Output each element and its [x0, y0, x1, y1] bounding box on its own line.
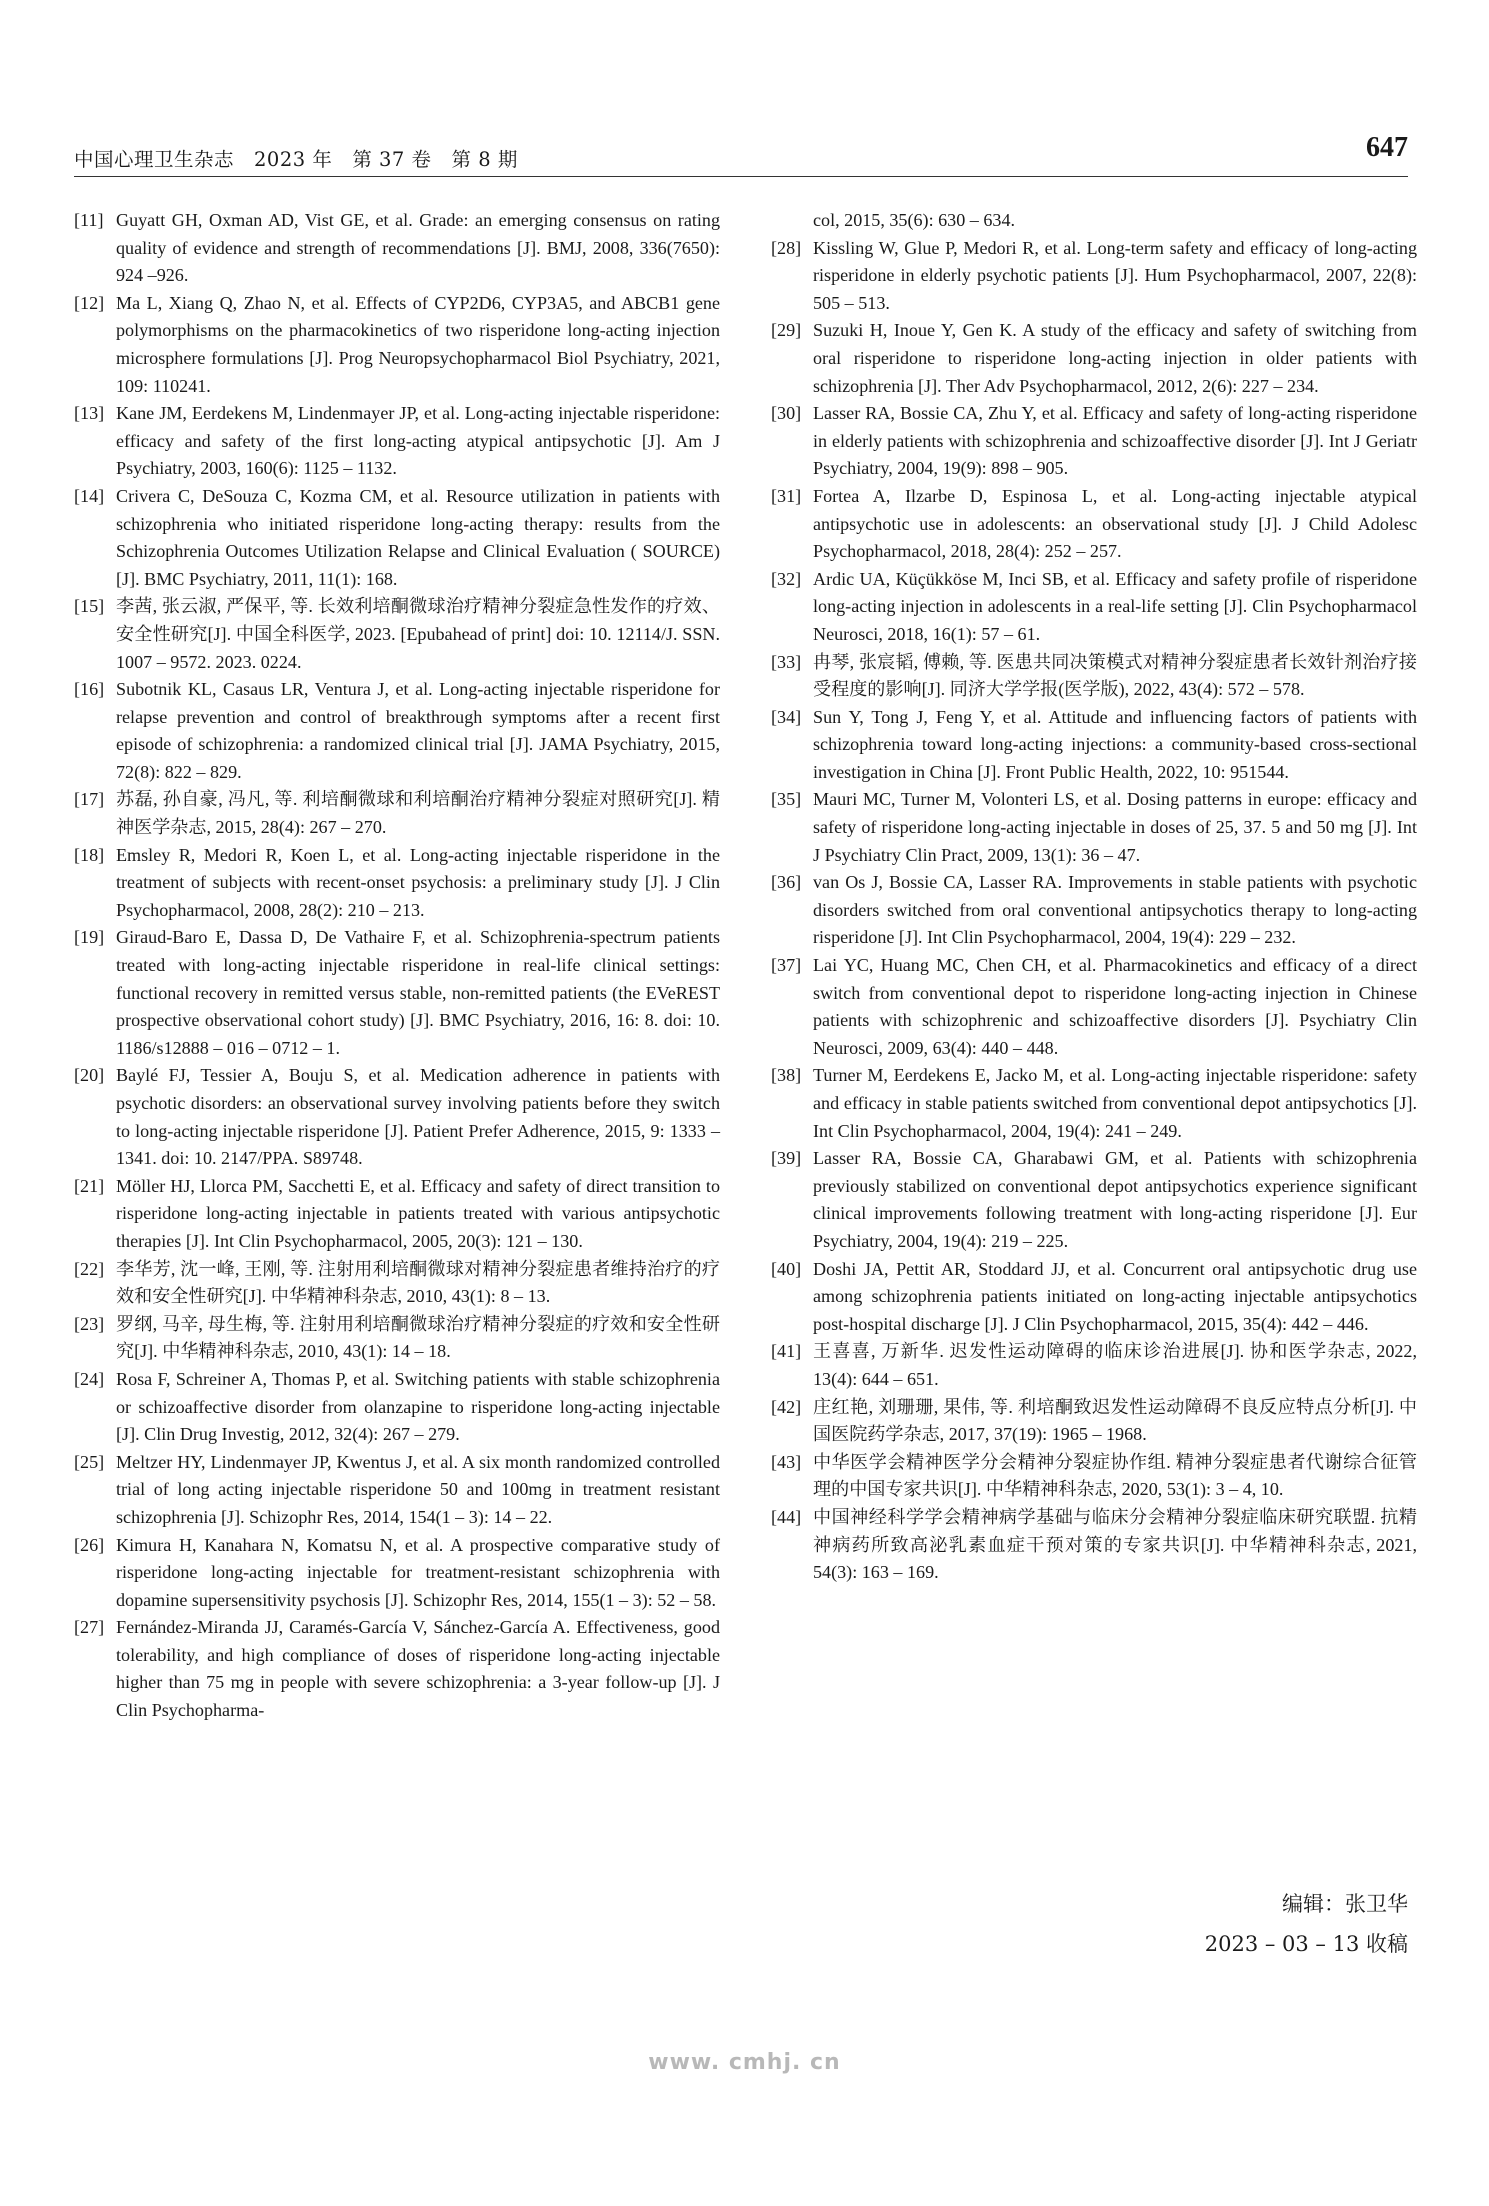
reference-number: [32] [771, 568, 802, 589]
reference-number: [33] [771, 651, 802, 672]
reference-number: [34] [771, 706, 802, 727]
website-watermark: www. cmhj. cn [648, 2050, 841, 2075]
reference-number: [13] [74, 403, 105, 424]
reference-entry [74, 400, 720, 483]
reference-entry [74, 1449, 720, 1532]
reference-number: [26] [74, 1534, 105, 1555]
reference-entry [74, 924, 720, 1062]
reference-number: [28] [771, 237, 802, 258]
reference-number: [42] [771, 1396, 802, 1417]
right-reference-column [771, 207, 1417, 1587]
reference-entry [771, 1449, 1417, 1504]
reference-entry [771, 400, 1417, 483]
journal-title: 中国心理卫生杂志 2023 年 第 37 卷 第 8 期 [74, 148, 518, 171]
reference-entry [74, 207, 720, 290]
reference-text: Giraud-Baro E, Dassa D, De Vathaire F, et al. Schizophrenia-spectrum patients treated with long-acting injectable risperidone in real-life clinical settings: functional recovery in remitted versus stable, non-remitted patients (the EVeREST prospective observational cohort study) [J]. BMC Psychiatry, 2016, 16: 8. doi: 10. 1186/s12888 – 016 – 0712 – 1. [116, 927, 720, 1058]
reference-text: 庄红艳, 刘珊珊, 果伟, 等. 利培酮致迟发性运动障碍不良反应特点分析[J]. 中国医院药学杂志, 2017, 37(19): 1965 – 1968. [813, 1396, 1417, 1445]
reference-text: 冉琴, 张宸韬, 傅赖, 等. 医患共同决策模式对精神分裂症患者长效针剂治疗接受程度的影响[J]. 同济大学学报(医学版), 2022, 43(4): 572 – 578. [813, 651, 1417, 700]
page-number: 647 [1366, 132, 1408, 163]
reference-number: [38] [771, 1065, 802, 1086]
reference-number: [22] [74, 1258, 105, 1279]
reference-entry [771, 1145, 1417, 1255]
reference-entry [74, 1173, 720, 1256]
reference-number: [44] [771, 1506, 802, 1527]
reference-entry [771, 1062, 1417, 1145]
reference-entry [74, 290, 720, 400]
reference-number: [21] [74, 1175, 105, 1196]
reference-entry [74, 786, 720, 841]
reference-number: [14] [74, 485, 105, 506]
reference-entry [771, 1504, 1417, 1587]
reference-text: Fernández-Miranda JJ, Caramés-García V, Sánchez-García A. Effectiveness, good tolerability, and high compliance of doses of risperidone long-acting injectable higher than 75 mg in people with severe schizophrenia: a 3-year follow-up [J]. J Clin Psychopharma- [116, 1617, 720, 1721]
reference-entry [771, 317, 1417, 400]
reference-text: Crivera C, DeSouza C, Kozma CM, et al. Resource utilization in patients with schizophrenia who initiated risperidone long-acting therapy: results from the Schizophrenia Outcomes Utilization Relapse and Clinical Evaluation ( SOURCE) [J]. BMC Psychiatry, 2011, 11(1): 168. [116, 485, 720, 589]
reference-entry [74, 1062, 720, 1172]
reference-number: [16] [74, 679, 105, 700]
reference-text: Doshi JA, Pettit AR, Stoddard JJ, et al. Concurrent oral antipsychotic drug use among schizophrenia patients initiated on long-acting injectable antipsychotics post-hospital discharge [J]. J Clin Psychopharmacol, 2015, 35(4): 442 – 446. [813, 1258, 1417, 1334]
reference-text: Rosa F, Schreiner A, Thomas P, et al. Switching patients with stable schizophrenia or schizoaffective disorder from olanzapine to risperidone long-acting injectable [J]. Clin Drug Investig, 2012, 32(4): 267 – 279. [116, 1368, 720, 1445]
reference-text: Baylé FJ, Tessier A, Bouju S, et al. Medication adherence in patients with psychotic disorders: an observational survey involving patients before they switch to long-acting injectable risperidone [J]. Patient Prefer Adherence, 2015, 9: 1333 – 1341. doi: 10. 2147/PPA. S89748. [116, 1065, 720, 1169]
reference-number: [35] [771, 789, 802, 810]
reference-text: Fortea A, Ilzarbe D, Espinosa L, et al. Long-acting injectable atypical antipsychotic use in adolescents: an observational study [J]. J Child Adolesc Psychopharmacol, 2018, 28(4): 252 – 257. [813, 485, 1417, 562]
reference-number: [17] [74, 789, 105, 810]
reference-number: [41] [771, 1341, 802, 1362]
reference-number: [27] [74, 1617, 105, 1638]
reference-number: [29] [771, 320, 802, 341]
reference-text: 李茜, 张云淑, 严保平, 等. 长效利培酮微球治疗精神分裂症急性发作的疗效、安全性研究[J]. 中国全科医学, 2023. [Epubahead of print] doi: 10. 12114/J. SSN. 1007 – 9572. 2023. 0224. [116, 596, 720, 672]
received-date: 2023 – 03 – 13 收稿 [1204, 1932, 1408, 1956]
reference-text: Ma L, Xiang Q, Zhao N, et al. Effects of CYP2D6, CYP3A5, and ABCB1 gene polymorphisms on the pharmacokinetics of two risperidone long-acting injection microsphere formulations [J]. Prog Neuropsychopharmacol Biol Psychiatry, 2021, 109: 110241. [116, 292, 720, 396]
reference-text: Lasser RA, Bossie CA, Zhu Y, et al. Efficacy and safety of long-acting risperidone in elderly patients with schizophrenia and schizoaffective disorder [J]. Int J Geriatr Psychiatry, 2004, 19(9): 898 – 905. [813, 403, 1417, 479]
reference-entry [771, 869, 1417, 952]
reference-text: Lasser RA, Bossie CA, Gharabawi GM, et al. Patients with schizophrenia previously stabilized on conventional depot antipsychotics experience significant clinical improvements following treatment with long-acting risperidone [J]. Eur Psychiatry, 2004, 19(4): 219 – 225. [813, 1148, 1417, 1251]
reference-text: Ardic UA, Küçükköse M, Inci SB, et al. Efficacy and safety profile of risperidone long-acting injection in adolescents in a real-life setting [J]. Clin Psychopharmacol Neurosci, 2018, 16(1): 57 – 61. [813, 568, 1417, 644]
reference-number: [18] [74, 844, 105, 865]
reference-text: Lai YC, Huang MC, Chen CH, et al. Pharmacokinetics and efficacy of a direct switch from conventional depot to risperidone long-acting injection in Chinese patients with schizophrenic and schizoaffective disorders [J]. Psychiatry Clin Neurosci, 2009, 63(4): 440 – 448. [813, 955, 1417, 1058]
reference-text: 王喜喜, 万新华. 迟发性运动障碍的临床诊治进展[J]. 协和医学杂志, 2022, 13(4): 644 – 651. [813, 1341, 1417, 1389]
reference-entry [771, 235, 1417, 318]
reference-entry [74, 1614, 720, 1724]
reference-entry [74, 1311, 720, 1366]
reference-text: Meltzer HY, Lindenmayer JP, Kwentus J, et al. A six month randomized controlled trial of long acting injectable risperidone 50 and 100mg in treatment resistant schizophrenia [J]. Schizophr Res, 2014, 154(1 – 3): 14 – 22. [116, 1451, 720, 1527]
reference-entry [74, 842, 720, 925]
reference-entry [771, 952, 1417, 1062]
reference-entry [771, 704, 1417, 787]
reference-entry [771, 649, 1417, 704]
reference-number: [40] [771, 1258, 802, 1279]
reference-text: Emsley R, Medori R, Koen L, et al. Long-acting injectable risperidone in the treatment of subjects with recent-onset psychosis: a preliminary study [J]. J Clin Psychopharmacol, 2008, 28(2): 210 – 213. [116, 844, 720, 920]
reference-number: [24] [74, 1368, 105, 1389]
reference-continuation-text: col, 2015, 35(6): 630 – 634. [813, 210, 1016, 230]
reference-entry [771, 483, 1417, 566]
reference-entry [74, 676, 720, 786]
reference-entry [771, 786, 1417, 869]
reference-number: [11] [74, 210, 104, 230]
reference-text: 中华医学会精神医学分会精神分裂症协作组. 精神分裂症患者代谢综合征管理的中国专家共识[J]. 中华精神科杂志, 2020, 53(1): 3 – 4, 10. [813, 1451, 1417, 1500]
reference-number: [23] [74, 1313, 105, 1334]
reference-continuation [771, 207, 1417, 235]
reference-text: Guyatt GH, Oxman AD, Vist GE, et al. Grade: an emerging consensus on rating quality of evidence and strength of recommendations [J]. BMJ, 2008, 336(7650): 924 –926. [116, 210, 720, 286]
editor-credit: 编辑：张卫华 [1282, 1892, 1408, 1916]
reference-text: Mauri MC, Turner M, Volonteri LS, et al. Dosing patterns in europe: efficacy and safety of risperidone long-acting injectable in doses of 25, 37. 5 and 50 mg [J]. Int J Psychiatry Clin Pract, 2009, 13(1): 36 – 47. [813, 789, 1417, 865]
reference-number: [30] [771, 403, 802, 424]
reference-text: 苏磊, 孙自豪, 冯凡, 等. 利培酮微球和利培酮治疗精神分裂症对照研究[J]. 精神医学杂志, 2015, 28(4): 267 – 270. [116, 789, 720, 838]
reference-number: [37] [771, 955, 802, 976]
reference-number: [36] [771, 872, 802, 893]
reference-text: Kimura H, Kanahara N, Komatsu N, et al. A prospective comparative study of risperidone long-acting injectable for treatment-resistant schizophrenia with dopamine supersensitivity psychosis [J]. Schizophr Res, 2014, 155(1 – 3): 52 – 58. [116, 1534, 720, 1610]
reference-text: Suzuki H, Inoue Y, Gen K. A study of the efficacy and safety of switching from oral risperidone to risperidone long-acting injection in older patients with schizophrenia [J]. Ther Adv Psychopharmacol, 2012, 2(6): 227 – 234. [813, 320, 1417, 396]
reference-text: Kane JM, Eerdekens M, Lindenmayer JP, et al. Long-acting injectable risperidone: efficacy and safety of the first long-acting atypical antipsychotic [J]. Am J Psychiatry, 2003, 160(6): 1125 – 1132. [116, 403, 720, 479]
reference-number: [31] [771, 485, 802, 506]
reference-entry [771, 1338, 1417, 1393]
reference-text: 李华芳, 沈一峰, 王刚, 等. 注射用利培酮微球对精神分裂症患者维持治疗的疗效和安全性研究[J]. 中华精神科杂志, 2010, 43(1): 8 – 13. [116, 1258, 720, 1307]
left-reference-column [74, 207, 720, 1725]
reference-entry [771, 1394, 1417, 1449]
reference-text: Möller HJ, Llorca PM, Sacchetti E, et al. Efficacy and safety of direct transition to risperidone long-acting injectable in patients treated with various antipsychotic therapies [J]. Int Clin Psychopharmacol, 2005, 20(3): 121 – 130. [116, 1175, 720, 1251]
reference-text: Kissling W, Glue P, Medori R, et al. Long-term safety and efficacy of long-acting risperidone in elderly psychotic patients [J]. Hum Psychopharmacol, 2007, 22(8): 505 – 513. [813, 237, 1417, 313]
reference-number: [25] [74, 1451, 105, 1472]
reference-text: Subotnik KL, Casaus LR, Ventura J, et al. Long-acting injectable risperidone for relapse prevention and control of breakthrough symptoms after a recent first episode of schizophrenia: a randomized clinical trial [J]. JAMA Psychiatry, 2015, 72(8): 822 – 829. [116, 679, 720, 782]
reference-entry [74, 1532, 720, 1615]
reference-entry [74, 1256, 720, 1311]
reference-entry [74, 593, 720, 676]
page-header [74, 132, 1408, 177]
reference-number: [19] [74, 927, 105, 948]
reference-text: 罗纲, 马辛, 母生梅, 等. 注射用利培酮微球治疗精神分裂症的疗效和安全性研究[J]. 中华精神科杂志, 2010, 43(1): 14 – 18. [116, 1313, 720, 1362]
reference-number: [43] [771, 1451, 802, 1472]
reference-entry [771, 1256, 1417, 1339]
reference-text: van Os J, Bossie CA, Lasser RA. Improvements in stable patients with psychotic disorders switched from oral conventional antipsychotics therapy to long-acting risperidone [J]. Int Clin Psychopharmacol, 2004, 19(4): 229 – 232. [813, 872, 1417, 948]
reference-text: Turner M, Eerdekens E, Jacko M, et al. Long-acting injectable risperidone: safety and efficacy in stable patients switched from conventional depot antipsychotics [J]. Int Clin Psychopharmacol, 2004, 19(4): 241 – 249. [813, 1065, 1417, 1141]
reference-number: [39] [771, 1148, 802, 1169]
reference-text: Sun Y, Tong J, Feng Y, et al. Attitude and influencing factors of patients with schizophrenia toward long-acting injections: a community-based cross-sectional investigation in China [J]. Front Public Health, 2022, 10: 951544. [813, 706, 1417, 782]
reference-number: [12] [74, 292, 105, 313]
reference-entry [74, 1366, 720, 1449]
reference-number: [15] [74, 596, 105, 617]
reference-number: [20] [74, 1065, 105, 1086]
reference-text: 中国神经科学学会精神病学基础与临床分会精神分裂症临床研究联盟. 抗精神病药所致高泌乳素血症干预对策的专家共识[J]. 中华精神科杂志, 2021, 54(3): 163 – 169. [813, 1506, 1417, 1583]
reference-entry [74, 483, 720, 593]
reference-entry [771, 566, 1417, 649]
